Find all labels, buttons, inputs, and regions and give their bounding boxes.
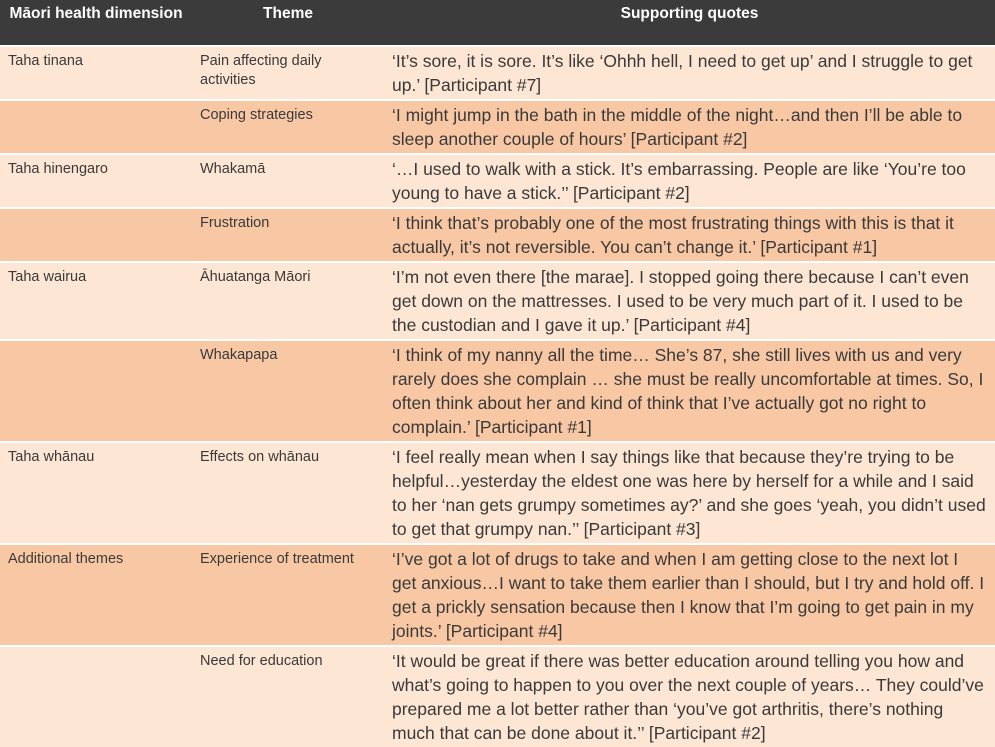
theme-cell: Effects on whānau — [200, 449, 320, 465]
dimension-cell: Taha whānau — [8, 449, 95, 465]
table-row — [0, 46, 995, 100]
header-dimension: Māori health dimension — [9, 5, 183, 22]
quote-cell: ‘It would be great if there was better education around telling you how and what’s going to happen to you over the next couple of years… They could’ve prepared me a lot better rather than ‘you’ve got arthritis, there’s nothing much that can be done about it.’’ [Participant #2] — [392, 651, 984, 743]
quote-cell: ‘I’ve got a lot of drugs to take and when I am getting close to the next lot I get anxious…I want to take them earlier than I should, but I try and hold off. I get a prickly sensation because then I know that I’m going to get pain in my joints.’ [Participant #4] — [392, 549, 985, 641]
header-quotes: Supporting quotes — [620, 5, 759, 22]
quote-cell: ‘I think that’s probably one of the most frustrating things with this is that it actually, it’s not reversible. You can’t change it.’ [Participant #1] — [392, 213, 954, 257]
dimension-cell: Taha wairua — [8, 269, 87, 285]
theme-cell: Āhuatanga Māori — [200, 269, 311, 285]
table-header — [0, 0, 995, 46]
quote-cell: ‘I feel really mean when I say things like that because they’re trying to be helpful…yesterday the eldest one was here by herself for a while and I said to her ‘nan gets grumpy sometimes ay?’ and she goes ‘yeah, you didn’t used to get that grumpy nan.’’ [Participant #3] — [392, 447, 986, 539]
theme-cell: Whakapapa — [200, 347, 278, 363]
dimension-cell — [0, 646, 192, 747]
theme-cell: Pain affecting daily activities — [200, 53, 322, 88]
dimension-cell — [0, 100, 192, 154]
table-row — [0, 100, 995, 154]
table-row — [0, 262, 995, 340]
dimension-cell: Additional themes — [8, 551, 124, 567]
table-body — [0, 46, 995, 747]
quote-cell: ‘I might jump in the bath in the middle of the night…and then I’ll be able to sleep another couple of hours’ [Participant #2] — [392, 105, 963, 149]
dimension-cell: Taha tinana — [8, 53, 83, 69]
quote-cell: ‘…I used to walk with a stick. It’s embarrassing. People are like ‘You’re too young to have a stick.’’ [Participant #2] — [392, 159, 966, 203]
header-row — [0, 0, 995, 46]
theme-cell: Whakamā — [200, 161, 266, 177]
theme-cell: Need for education — [200, 653, 323, 669]
quote-cell: ‘I think of my nanny all the time… She’s 87, she still lives with us and very rarely does she complain … she must be really uncomfortable at times. So, I often think about her and kind of think that I’ve actually got no right to complain.’ [Participant #1] — [392, 345, 984, 437]
table-row — [0, 340, 995, 442]
theme-cell: Frustration — [200, 215, 270, 231]
header-theme: Theme — [263, 5, 313, 22]
table-row — [0, 442, 995, 544]
dimension-cell: Taha hinengaro — [8, 161, 108, 177]
dimension-cell — [0, 340, 192, 442]
theme-cell: Experience of treatment — [200, 551, 354, 567]
dimension-cell — [0, 208, 192, 262]
quote-cell: ‘It’s sore, it is sore. It’s like ‘Ohhh hell, I need to get up’ and I struggle to get up.’ [Participant #7] — [392, 51, 973, 95]
table-row — [0, 154, 995, 208]
table-row — [0, 208, 995, 262]
table-row — [0, 544, 995, 646]
theme-cell: Coping strategies — [200, 107, 313, 123]
table-row — [0, 646, 995, 747]
quote-cell: ‘I’m not even there [the marae]. I stopped going there because I can’t even get down on the mattresses. I used to be very much part of it. I used to be the custodian and I gave it up.’ [Participant #4] — [392, 267, 969, 335]
